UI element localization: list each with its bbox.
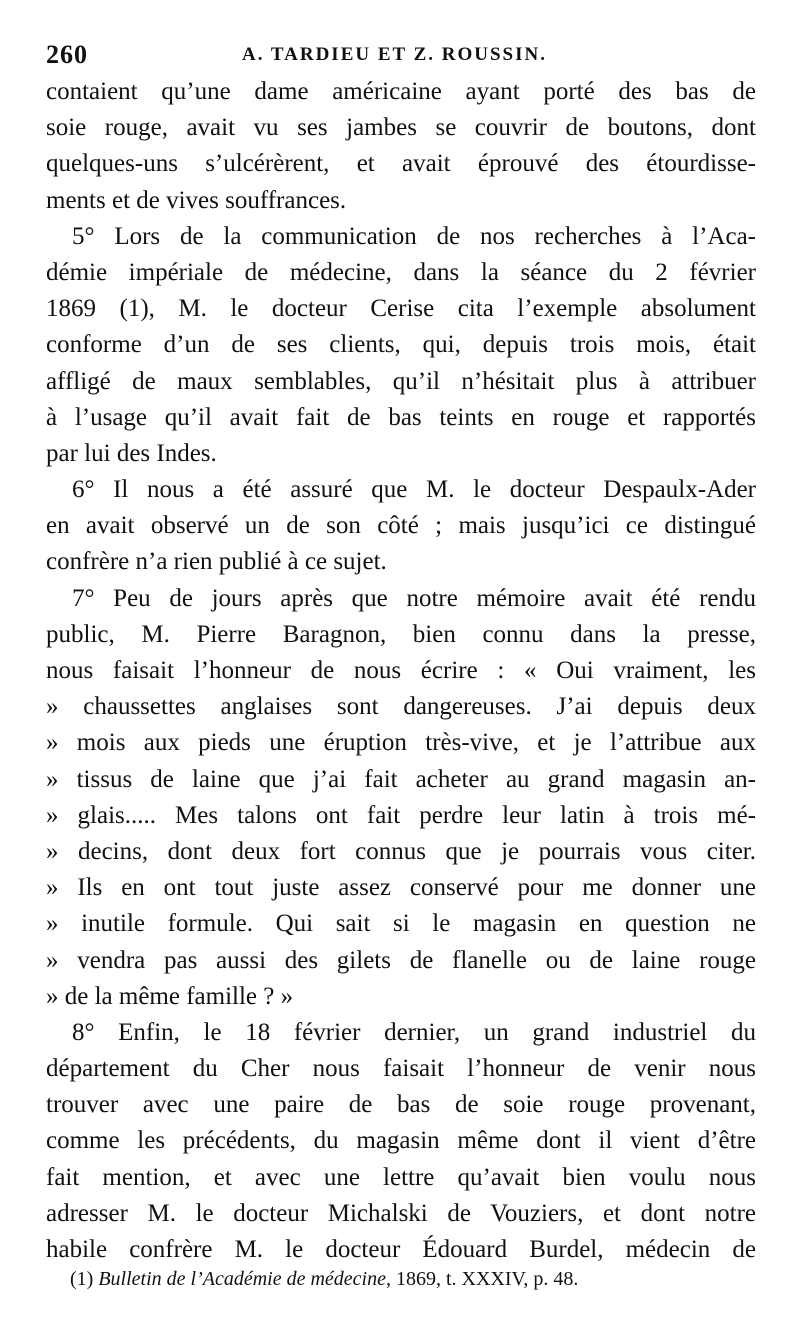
text-line: » mois aux pieds une éruption très-vive, et je l’attribue aux (46, 729, 756, 757)
text-line: » tissus de laine que j’ai fait acheter au grand magasin an- (46, 765, 756, 793)
page-number: 260 (46, 40, 88, 69)
text-line: soie rouge, avait vu ses jambes se couvrir de boutons, dont (46, 114, 756, 142)
text-line: » glais..... Mes talons ont fait perdre leur latin à trois mé- (46, 801, 756, 829)
text-line: » vendra pas aussi des gilets de flanelle ou de laine rouge (46, 946, 756, 974)
text-line: à l’usage qu’il avait fait de bas teints en rouge et rapportés (46, 403, 756, 431)
text-line: adresser M. le docteur Michalski de Vouziers, et dont notre (46, 1199, 756, 1227)
text-line: public, M. Pierre Baragnon, bien connu dans la presse, (46, 620, 756, 648)
text-line: » de la même famille ? » (46, 982, 294, 1010)
text-line: » decins, dont deux fort connus que je pourrais vous citer. (46, 837, 756, 865)
text-line: » inutile formule. Qui sait si le magasin en question ne (46, 910, 756, 938)
footnote-reference: , 1869, t. XXXIV, p. 48. (385, 1268, 579, 1290)
text-line: nous faisait l’honneur de nous écrire : « Oui vraiment, les (46, 657, 756, 684)
text-line: 8° Enfin, le 18 février dernier, un grand industriel du (72, 1018, 756, 1046)
text-line: 5° Lors de la communication de nos recherches à l’Aca- (72, 222, 756, 250)
text-line: département du Cher nous faisait l’honneur de venir nous (46, 1055, 756, 1083)
text-line: affligé de maux semblables, qu’il n’hésitait plus à attribuer (46, 367, 756, 395)
text-line: trouver avec une paire de bas de soie rouge provenant, (46, 1091, 756, 1119)
page-header (46, 40, 746, 76)
running-head: A. TARDIEU ET Z. ROUSSIN. (242, 44, 547, 65)
text-line: » Ils en ont tout juste assez conservé pour me donner une (46, 874, 756, 902)
text-line: conforme d’un de ses clients, qui, depuis trois mois, était (46, 331, 756, 359)
text-line: quelques-uns s’ulcérèrent, et avait éprouvé des étourdisse- (46, 150, 756, 178)
text-line: comme les précédents, du magasin même dont il vient d’être (46, 1127, 756, 1155)
text-line: » chaussettes anglaises sont dangereuses. J’ai depuis deux (46, 693, 756, 721)
text-line: 7° Peu de jours après que notre mémoire avait été rendu (72, 584, 756, 612)
footnote-title: Bulletin de l’Académie de médecine (98, 1268, 386, 1290)
text-line: démie impériale de médecine, dans la séance du 2 février (46, 258, 756, 286)
text-line: 6° Il nous a été assuré que M. le docteur Despaulx-Ader (72, 476, 756, 504)
text-line: 1869 (1), M. le docteur Cerise cita l’exemple absolument (46, 295, 756, 323)
body-text (46, 74, 756, 1268)
text-line: habile confrère M. le docteur Édouard Burdel, médecin de (46, 1236, 756, 1263)
footnote (70, 1268, 730, 1291)
text-line: par lui des Indes. (46, 439, 217, 467)
text-line: ments et de vives souffrances. (46, 186, 347, 214)
footnote-number: (1) (70, 1268, 94, 1290)
text-line: fait mention, et avec une lettre qu’avait bien voulu nous (46, 1163, 756, 1191)
text-line: en avait observé un de son côté ; mais jusqu’ici ce distingué (46, 512, 756, 540)
text-line: contaient qu’une dame américaine ayant porté des bas de (46, 78, 756, 105)
text-line: confrère n’a rien publié à ce sujet. (46, 548, 387, 576)
